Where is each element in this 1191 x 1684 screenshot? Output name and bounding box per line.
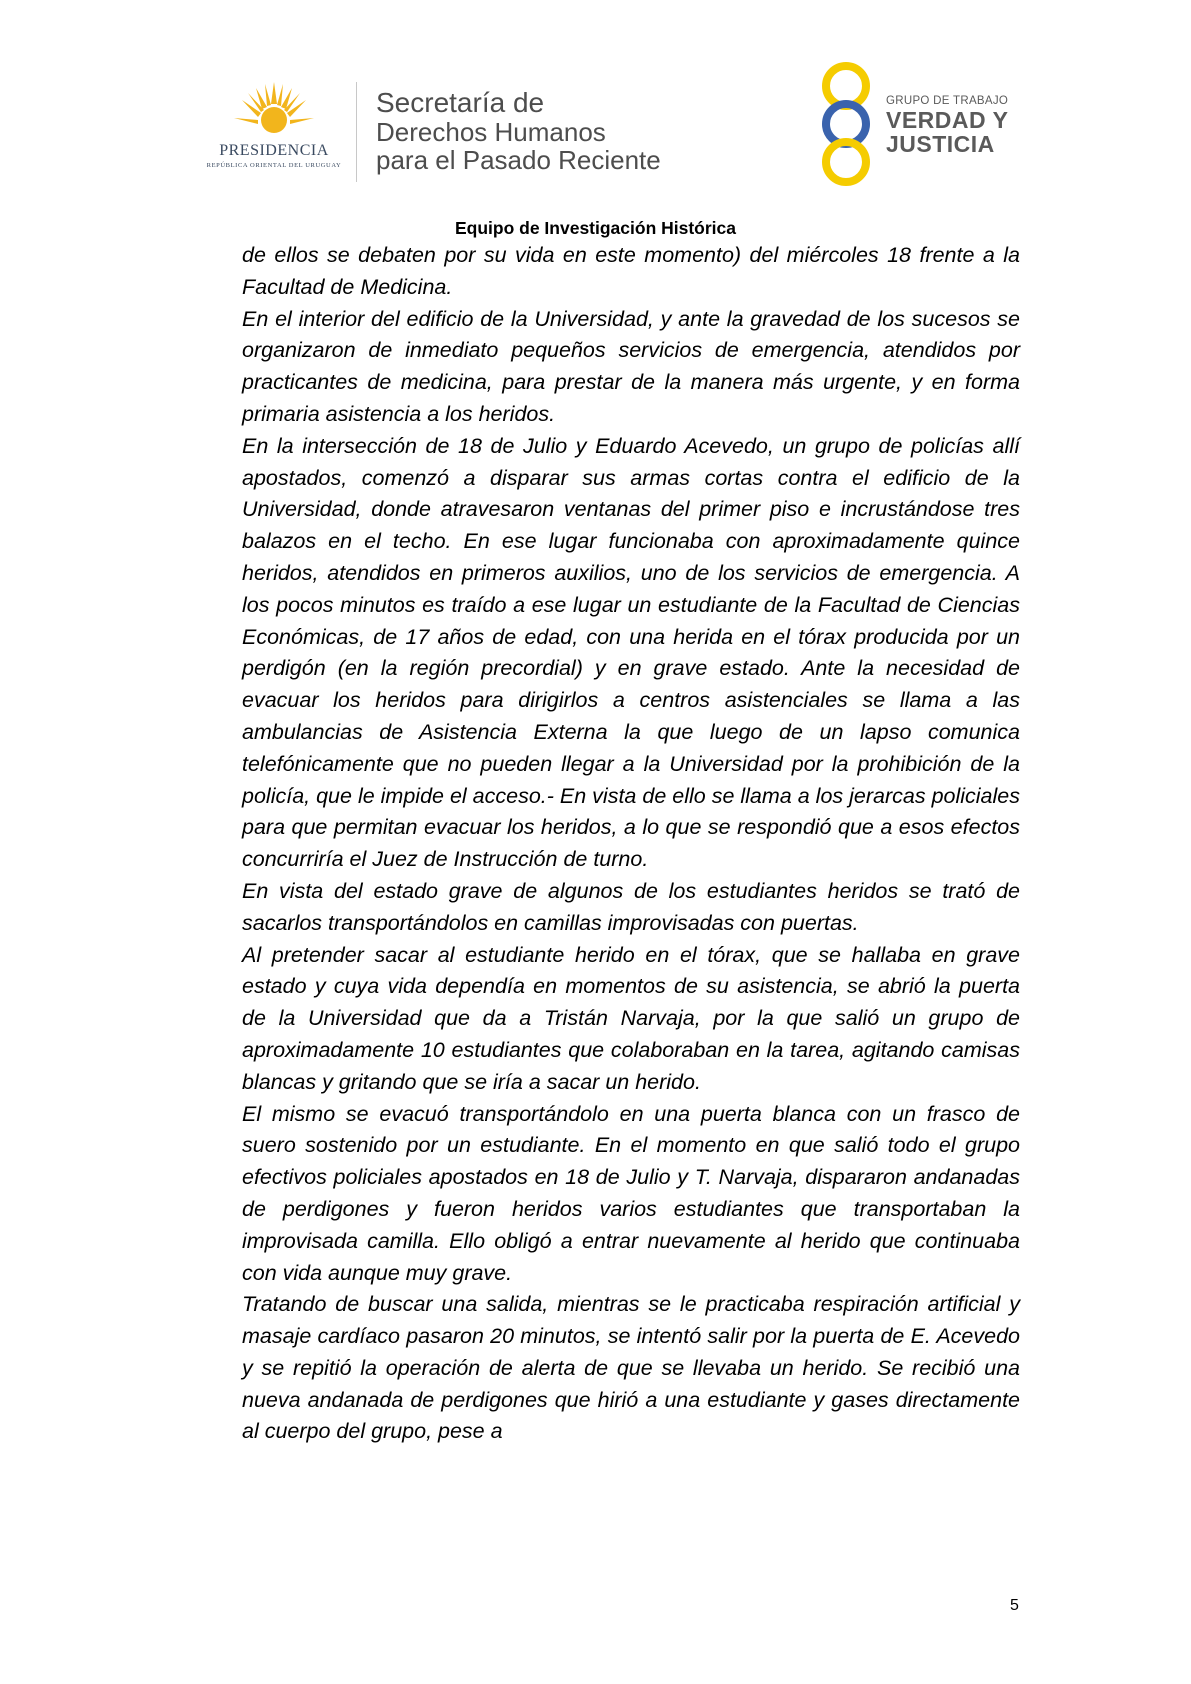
- paragraph: En el interior del edificio de la Universidad, y ante la gravedad de los sucesos se organizaron de inmediato pequeños servicios de emergencia, atendidos por practicantes de medicina, para prestar de la manera más urgente, y en forma primaria asistencia a los heridos.: [242, 306, 1020, 426]
- grupo-line-1: GRUPO DE TRABAJO: [886, 95, 1009, 107]
- secretaria-line-2: Derechos Humanos: [376, 117, 606, 147]
- paragraph: de ellos se debaten por su vida en este momento) del miércoles 18 frente a la Facultad de Medicina.: [242, 243, 1020, 299]
- document-body: [242, 240, 1020, 1448]
- secretaria-logo-text: [376, 88, 661, 174]
- sun-icon: [232, 80, 316, 140]
- grupo-line-2: VERDAD Y: [886, 107, 1009, 133]
- grupo-line-3: JUSTICIA: [886, 131, 995, 157]
- team-title: Equipo de Investigación Histórica: [454, 218, 737, 238]
- page-number: 5: [1010, 1597, 1019, 1614]
- presidencia-name: PRESIDENCIA: [219, 142, 329, 159]
- secretaria-line-3: para el Pasado Reciente: [376, 145, 661, 175]
- presidencia-logo: [196, 80, 352, 172]
- paragraph: Tratando de buscar una salida, mientras se le practicaba respiración artificial y masaje cardíaco pasaron 20 minutos, se intentó salir por la puerta de E. Acevedo y se repitió la operación de alerta de que se llevaba un herido. Se recibió una nueva andanada de perdigones que hirió a una estudiante y gases directamente al cuerpo del grupo, pese a: [242, 1292, 1020, 1444]
- paragraph: En la intersección de 18 de Julio y Eduardo Acevedo, un grupo de policías allí apostados, comenzó a disparar sus armas cortas contra el edificio de la Universidad, donde atravesaron ventanas del primer piso e incrustándose tres balazos en el techo. En ese lugar funcionaba con aproximadamente quince heridos, atendidos en primeros auxilios, uno de los servicios de emergencia. A los pocos minutos es traído a ese lugar un estudiante de la Facultad de Ciencias Económicas, de 17 años de edad, con una herida en el tórax producida por un perdigón (en la región precordial) y en grave estado. Ante la necesidad de evacuar los heridos para dirigirlos a centros asistenciales se llama a las ambulancias de Asistencia Externa la que luego de un lapso comunica telefónicamente que no pueden llegar a la Universidad por la prohibición de la policía, que le impide el acceso.- En vista de ello se llama a los jerarcas policiales para que permitan evacuar los heridos, a lo que se respondió que a esos efectos concurriría el Juez de Instrucción de turno.: [242, 433, 1020, 872]
- grupo-verdad-justicia-logo: [810, 62, 1030, 188]
- presidencia-subtitle: REPÚBLICA ORIENTAL DEL URUGUAY: [206, 162, 342, 169]
- secretaria-line-1: Secretaría de: [376, 87, 545, 118]
- header-divider: [356, 82, 357, 182]
- paragraph: El mismo se evacuó transportándolo en una puerta blanca con un frasco de suero sostenido por un estudiante. En el momento en que salió todo el grupo efectivos policiales apostados en 18 de Julio y T. Narvaja, dispararon andanadas de perdigones y fueron heridos varios estudiantes que transportaban la improvisada camilla. Ello obligó a entrar nuevamente al herido que continuaba con vida aunque muy grave.: [242, 1101, 1020, 1285]
- interlocking-rings-icon: [810, 62, 882, 188]
- grupo-text: [886, 94, 1008, 156]
- page-header: [0, 0, 1191, 210]
- paragraph: Al pretender sacar al estudiante herido en el tórax, que se hallaba en grave estado y cuya vida dependía en momentos de su asistencia, se abrió la puerta de la Universidad que da a Tristán Narvaja, por la que salió un grupo de aproximadamente 10 estudiantes que colaboraban en la tarea, agitando camisas blancas y gritando que se iría a sacar un herido.: [242, 942, 1020, 1094]
- paragraph: En vista del estado grave de algunos de los estudiantes heridos se trató de sacarlos transportándolos en camillas improvisadas con puertas.: [242, 878, 1020, 935]
